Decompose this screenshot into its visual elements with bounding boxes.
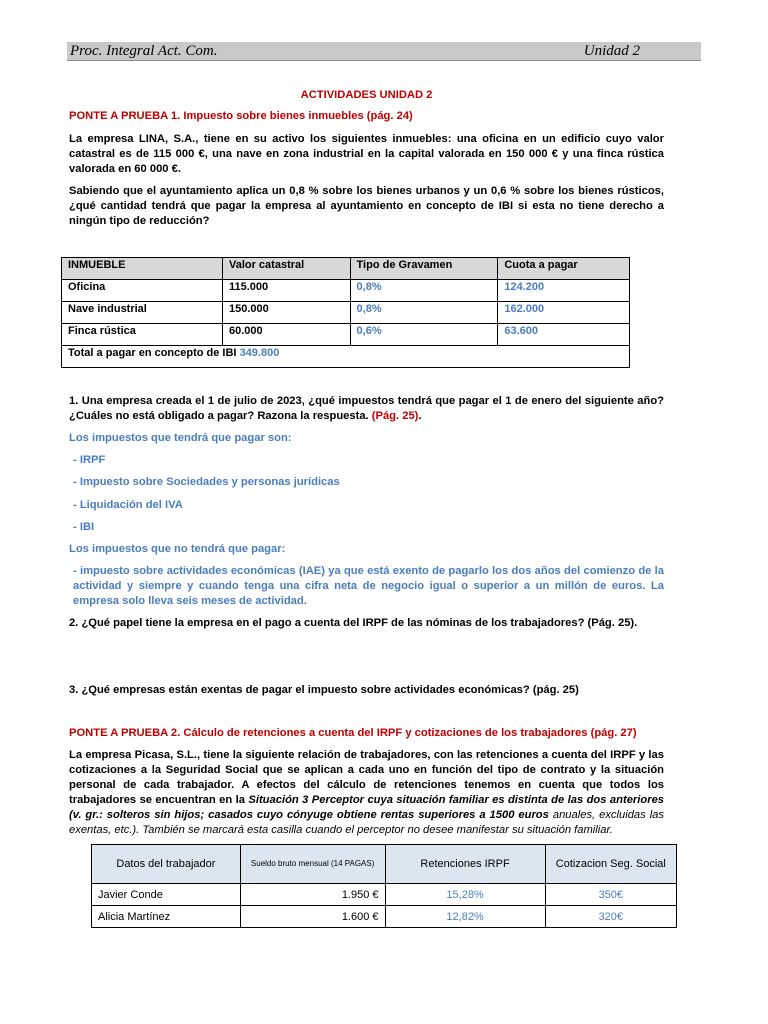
table-row: [92, 884, 677, 906]
prueba2-text-c: anuales, excluidas las exentas, etc.). También se marcará esta casilla cuando el perceptor no desee manifestar su situación familiar.: [69, 809, 665, 836]
answer-yes-item: - Impuesto sobre Sociedades y personas jurídicas: [73, 476, 340, 488]
answer-yes-item: - IRPF: [73, 454, 106, 466]
table-cell: 1.600 €: [240, 906, 385, 928]
table-cell: Nave industrial: [62, 302, 223, 324]
prueba1-heading: PONTE A PRUEBA 1. Impuesto sobre bienes inmuebles (pág. 24): [69, 110, 413, 122]
page-header: [67, 42, 701, 61]
table-header-cell: Tipo de Gravamen: [350, 258, 498, 280]
table-row: [62, 302, 630, 324]
table-cell: 0,8%: [350, 280, 498, 302]
page-title: ACTIVIDADES UNIDAD 2: [300, 89, 433, 101]
table-header-cell: Sueldo bruto mensual (14 PAGAS): [240, 845, 385, 884]
answer-no-text: - impuesto sobre actividades económicas (IAE) ya que está exento de pagarlo los dos años del comienzo de la actividad y siempre y cuando tenga una cifra neta de negocio igual o superior a un millón de euros. La empresa solo lleva seis meses de actividad.: [73, 565, 664, 607]
header-unit: Unidad 2: [583, 43, 640, 59]
table-cell: 1.950 €: [240, 884, 385, 906]
prueba2-text-a: La empresa Picasa, S.L., tiene la siguiente relación de trabajadores, con las retenciones a cuenta del IRPF y las cotizaciones a la Seguridad Social que se aplican a cada uno en función del tipo de contrato y la situación personal de cada trabajador. A efectos del cálculo de retenciones tenemos en cuenta que todos los trabajadores se encuentran en la: [69, 749, 664, 806]
table-header-row: [92, 845, 677, 884]
workers-table: [91, 844, 677, 928]
table-cell: 0,8%: [350, 302, 498, 324]
answer-no-heading: Los impuestos que no tendrá que pagar:: [69, 543, 286, 555]
table-cell: 350€: [545, 884, 676, 906]
table-cell: 124.200: [498, 280, 630, 302]
table-cell: 150.000: [222, 302, 350, 324]
table-header-cell: Cotizacion Seg. Social: [545, 845, 676, 884]
prueba2-paragraph: [69, 748, 664, 838]
table-cell: 15,28%: [385, 884, 545, 906]
total-label: Total a pagar en concepto de IBI: [68, 347, 237, 359]
table-total-cell: [62, 346, 630, 368]
answer-yes-heading: Los impuestos que tendrá que pagar son:: [69, 432, 292, 444]
prueba1-paragraph-1: La empresa LINA, S.A., tiene en su activo los siguientes inmuebles: una oficina en un edificio cuyo valor catastral es de 115 000 €, una nave en zona industrial en la capital valorada en 150 000 € y una finca rústica valorada en 60 000 €.: [69, 133, 664, 175]
table-cell: Alicia Martínez: [92, 906, 241, 928]
table-cell: 162.000: [498, 302, 630, 324]
table-cell: 320€: [545, 906, 676, 928]
answer-yes-item: - Liquidación del IVA: [73, 499, 183, 511]
question-1-text: 1. Una empresa creada el 1 de julio de 2023, ¿qué impuestos tendrá que pagar el 1 de enero del siguiente año? ¿Cuáles no está obligado a pagar? Razona la respuesta.: [69, 395, 664, 422]
question-3: 3. ¿Qué empresas están exentas de pagar el impuesto sobre actividades económicas? (pág. 25): [69, 684, 579, 696]
prueba2-heading: PONTE A PRUEBA 2. Cálculo de retenciones a cuenta del IRPF y cotizaciones de los trabajadores (pág. 27): [69, 727, 637, 739]
table-row: [92, 906, 677, 928]
total-value: 349.800: [239, 347, 280, 359]
table-cell: 12,82%: [385, 906, 545, 928]
prueba1-paragraph-2: Sabiendo que el ayuntamiento aplica un 0,8 % sobre los bienes urbanos y un 0,6 % sobre los bienes rústicos, ¿qué cantidad tendrá que pagar la empresa al ayuntamiento en concepto de IBI si esta no tiene derecho a ningún tipo de reducción?: [69, 185, 664, 227]
table-cell: Javier Conde: [92, 884, 241, 906]
table-cell: 115.000: [222, 280, 350, 302]
question-2: 2. ¿Qué papel tiene la empresa en el pago a cuenta del IRPF de las nóminas de los trabajadores? (Pág. 25).: [69, 617, 638, 629]
table-total-row: [62, 346, 630, 368]
table-cell: 0,6%: [350, 324, 498, 346]
prueba2-text-b: Situación 3 Perceptor cuya situación familiar es distinta de las dos anteriores (v. gr.: solteros sin hijos; casados cuyo cónyuge obtiene rentas superiores a 1500 euros: [69, 794, 665, 821]
question-1-ref: (Pág. 25): [371, 410, 419, 422]
table-cell: 63.600: [498, 324, 630, 346]
table-cell: Finca rústica: [62, 324, 223, 346]
question-1-end: .: [418, 410, 422, 422]
table-header-cell: INMUEBLE: [62, 258, 223, 280]
table-header-row: [62, 258, 630, 280]
header-course: Proc. Integral Act. Com.: [70, 43, 218, 59]
question-1: [69, 394, 664, 424]
table-cell: Oficina: [62, 280, 223, 302]
ibi-table: [61, 257, 630, 368]
table-row: [62, 280, 630, 302]
table-cell: 60.000: [222, 324, 350, 346]
table-row: [62, 324, 630, 346]
table-header-cell: Datos del trabajador: [92, 845, 241, 884]
table-header-cell: Cuota a pagar: [498, 258, 630, 280]
answer-yes-item: - IBI: [73, 521, 95, 533]
table-header-cell: Retenciones IRPF: [385, 845, 545, 884]
table-header-cell: Valor catastral: [222, 258, 350, 280]
